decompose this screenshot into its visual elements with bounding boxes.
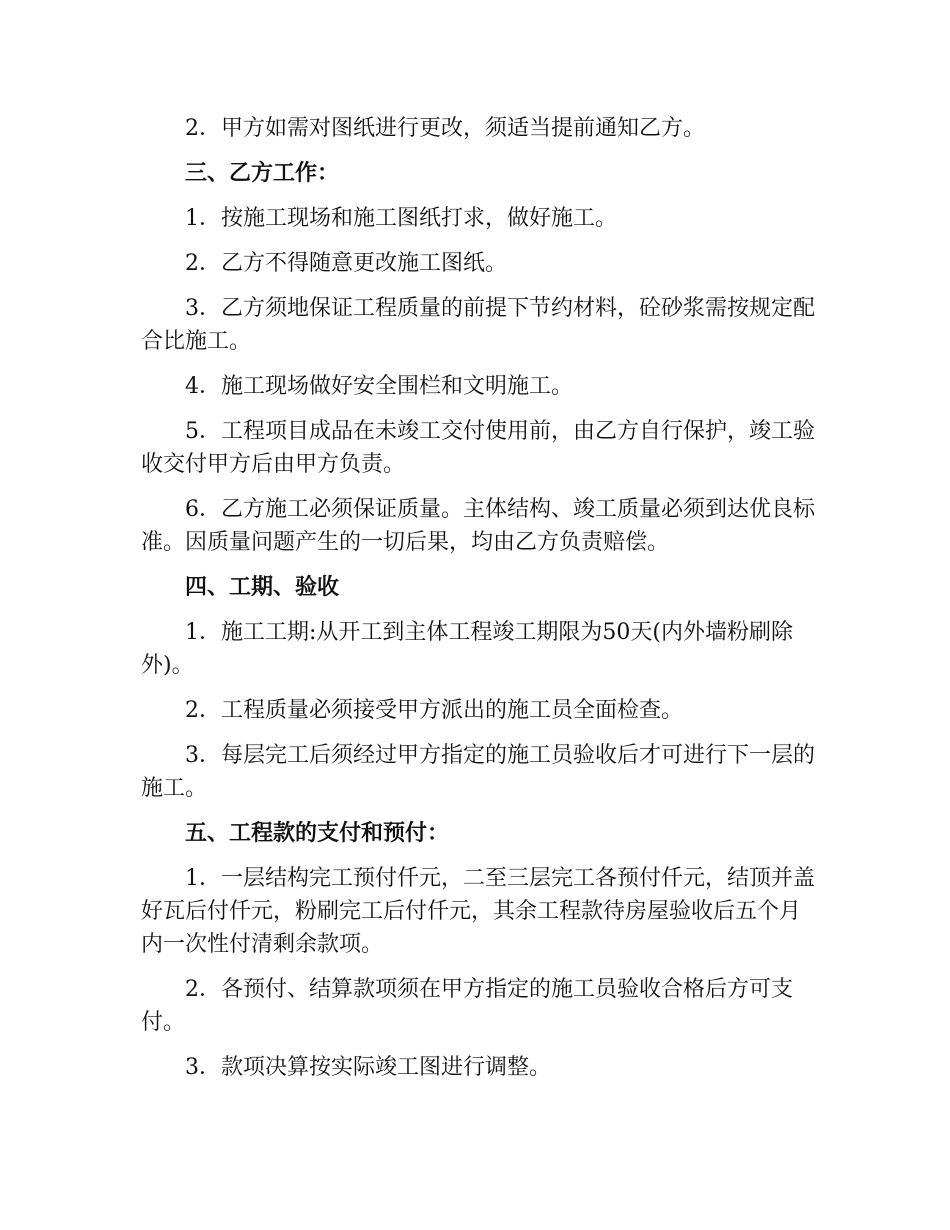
document-body bbox=[141, 112, 821, 1096]
paragraph: 3．乙方须地保证工程质量的前提下节约材料，砼砂浆需按规定配合比施工。 bbox=[141, 296, 815, 354]
paragraph: 3．款项决算按实际竣工图进行调整。 bbox=[185, 1055, 551, 1080]
paragraph: 4．施工现场做好安全围栏和文明施工。 bbox=[185, 374, 573, 399]
paragraph: 6．乙方施工必须保证质量。主体结构、竣工质量必须到达优良标准。因质量问题产生的一切后果，均由乙方负责赔偿。 bbox=[141, 497, 815, 555]
paragraph: 1．一层结构完工预付仟元，二至三层完工各预付仟元，结顶并盖好瓦后付仟元，粉刷完工后付仟元，其余工程款待房屋验收后五个月内一次性付清剩余款项。 bbox=[141, 866, 815, 957]
paragraph: 2．工程质量必须接受甲方派出的施工员全面检查。 bbox=[185, 698, 683, 723]
paragraph: 1．施工工期:从开工到主体工程竣工期限为50天(内外墙粉刷除外)。 bbox=[141, 620, 793, 678]
paragraph: 2．甲方如需对图纸进行更改，须适当提前通知乙方。 bbox=[185, 116, 705, 141]
paragraph: 2．乙方不得随意更改施工图纸。 bbox=[185, 251, 507, 276]
section-heading: 三、乙方工作： bbox=[185, 161, 340, 186]
paragraph: 1．按施工现场和施工图纸打求，做好施工。 bbox=[185, 206, 617, 231]
section-heading: 四、工期、验收 bbox=[185, 575, 340, 600]
paragraph: 2．各预付、结算款项须在甲方指定的施工员验收合格后方可支付。 bbox=[141, 977, 793, 1035]
paragraph: 5．工程项目成品在未竣工交付使用前，由乙方自行保护，竣工验收交付甲方后由甲方负责。 bbox=[141, 419, 815, 477]
paragraph: 3．每层完工后须经过甲方指定的施工员验收后才可进行下一层的施工。 bbox=[141, 743, 815, 801]
section-heading: 五、工程款的支付和预付： bbox=[185, 821, 450, 846]
